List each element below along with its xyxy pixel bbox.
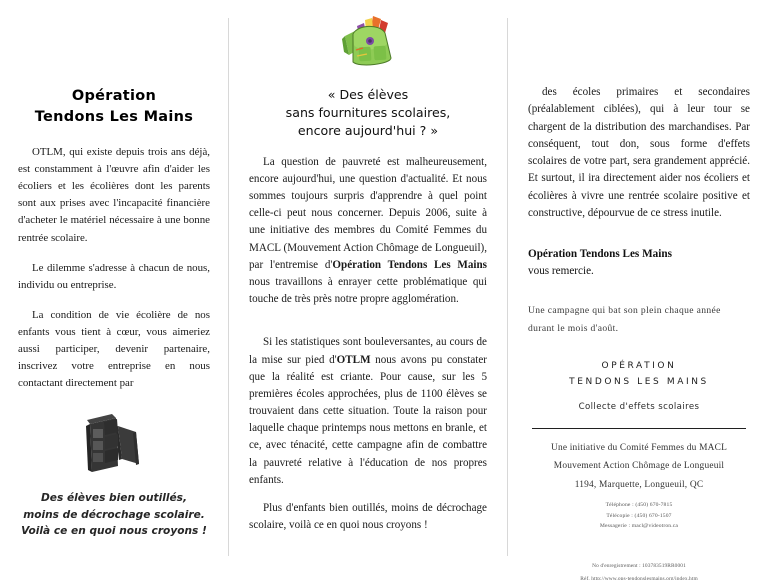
left-tagline bbox=[18, 490, 210, 539]
thanks-organization: Opération Tendons Les Mains bbox=[528, 248, 672, 261]
brand-line-2: TENDONS LES MAINS bbox=[569, 376, 709, 387]
address-line-3: 1194, Marquette, Longueuil, QC bbox=[574, 479, 704, 490]
right-column bbox=[508, 0, 770, 580]
footer-divider bbox=[532, 428, 746, 429]
tagline-line-2: moins de décrochage scolaire. bbox=[23, 508, 205, 521]
left-paragraph-2: Le dilemme s'adresse à chacun de nous, individu ou entreprise. bbox=[18, 261, 210, 291]
middle-paragraph-3: Plus d'enfants bien outillés, moins de décrochage scolaire, voilà ce en quoi nous croyons ! bbox=[249, 502, 487, 532]
page-title bbox=[18, 86, 210, 128]
contact-fax: Télécopie : (450) 670-1507 bbox=[606, 512, 672, 519]
middle-paragraph-2-text-a: Si les statistiques sont bouleversantes, au cours de la mise sur pied d' bbox=[249, 336, 487, 366]
quote-line-1: « Des élèves bbox=[327, 87, 409, 102]
thanks-block bbox=[528, 246, 750, 280]
title-line-1: Opération bbox=[71, 88, 157, 104]
middle-column bbox=[229, 0, 507, 546]
backpack-icon bbox=[337, 14, 399, 74]
middle-paragraph-1-text-a: La question de pauvreté est malheureusement, encore aujourd'hui, une question d'actualité. Et nous sommes toujours surpris d'apprendre à quel point celle-ci peut nous concerner. Depuis 2006, suite à une initiative des membres du Comité Femmes du MACL (Mouvement Action Chômage de Longueuil), par l'entremise d' bbox=[249, 155, 487, 271]
right-paragraph-1: des écoles primaires et secondaires (préalablement ciblées), qui à leur tour se chargent de la distribution des marchandises. Par conséquent, tout don, sous forme d'effets scolaires de votre part, sera grandement apprécié. Et surtout, il ira directement aider nos écoliers et écolières à vivre une rentrée scolaire positive et constructive, dépourvue de ce stress inutile. bbox=[528, 86, 750, 220]
quote-line-2: sans fournitures scolaires, bbox=[285, 104, 451, 120]
pull-quote bbox=[249, 86, 487, 140]
tagline-line-3: Voilà ce en quoi nous croyons ! bbox=[21, 525, 207, 538]
brand-wordmark bbox=[528, 359, 750, 390]
address-line-1: Une initiative du Comité Femmes du MACL bbox=[550, 443, 727, 454]
brand-subtitle: Collecte d'effets scolaires bbox=[578, 402, 700, 413]
registration-url: Réf. http://www.ops-tendonslesmains.org/index.htm bbox=[580, 575, 698, 580]
contact-phone: Téléphone : (450) 670-7815 bbox=[605, 502, 673, 509]
registration-number: No d'enregistrement : 103783519RR0001 bbox=[592, 562, 686, 569]
middle-paragraph-2 bbox=[249, 334, 487, 489]
books-illustration-wrapper bbox=[18, 412, 210, 478]
stack-of-books-icon bbox=[78, 412, 150, 478]
left-paragraph-1: OTLM, qui existe depuis trois ans déjà, est constamment à l'œuvre afin d'aider les écoliers et les écolières dont les parents sont aux prises avec l'incapacité financière d'acheter le matériel nécessaire à une bonne rentrée scolaire. bbox=[18, 146, 210, 244]
middle-paragraph-2-text-b: nous avons pu constater que la réalité est criante. Pour cause, sur les 5 premières écoles approchées, plus de 1100 élèves se trouvaient dans cette situation. Toute la raison pour laquelle chaque printemps nous mettons en branle, et ce, avec ténacité, cette campagne afin de combattre la pauvreté relative à l'éducation de nos propres enfants. bbox=[249, 353, 487, 486]
address-block bbox=[528, 439, 750, 494]
left-column bbox=[0, 0, 228, 540]
contact-block bbox=[528, 500, 750, 532]
registration-block bbox=[528, 560, 750, 580]
backpack-illustration-wrapper bbox=[249, 14, 487, 74]
contact-email: Messagerie : macl@videotron.ca bbox=[599, 523, 679, 530]
left-paragraph-3: La condition de vie écolière de nos enfants vous tient à cœur, vous aimeriez aussi participer, devenir partenaire, inscrivez votre entreprise en nous contactant directement par bbox=[18, 308, 210, 390]
middle-paragraph-2-emphasis: OTLM bbox=[336, 353, 371, 366]
brand-line-1: OPÉRATION bbox=[601, 361, 677, 372]
tagline-line-1: Des élèves bien outillés, bbox=[41, 492, 187, 505]
thanks-message: vous remercie. bbox=[528, 265, 594, 278]
middle-paragraph-1-text-b: nous travaillons à enrayer cette problématique qui touche de très près notre propre agglomération. bbox=[249, 275, 487, 306]
campaign-note: Une campagne qui bat son plein chaque année durant le mois d'août. bbox=[528, 304, 721, 334]
quote-line-3: encore aujourd'hui ? » bbox=[297, 122, 439, 138]
address-line-2: Mouvement Action Chômage de Longueuil bbox=[553, 461, 725, 472]
title-line-2: Tendons Les Mains bbox=[34, 109, 194, 126]
middle-paragraph-1-emphasis: Opération Tendons Les Mains bbox=[332, 258, 487, 271]
middle-paragraph-1 bbox=[249, 154, 487, 309]
